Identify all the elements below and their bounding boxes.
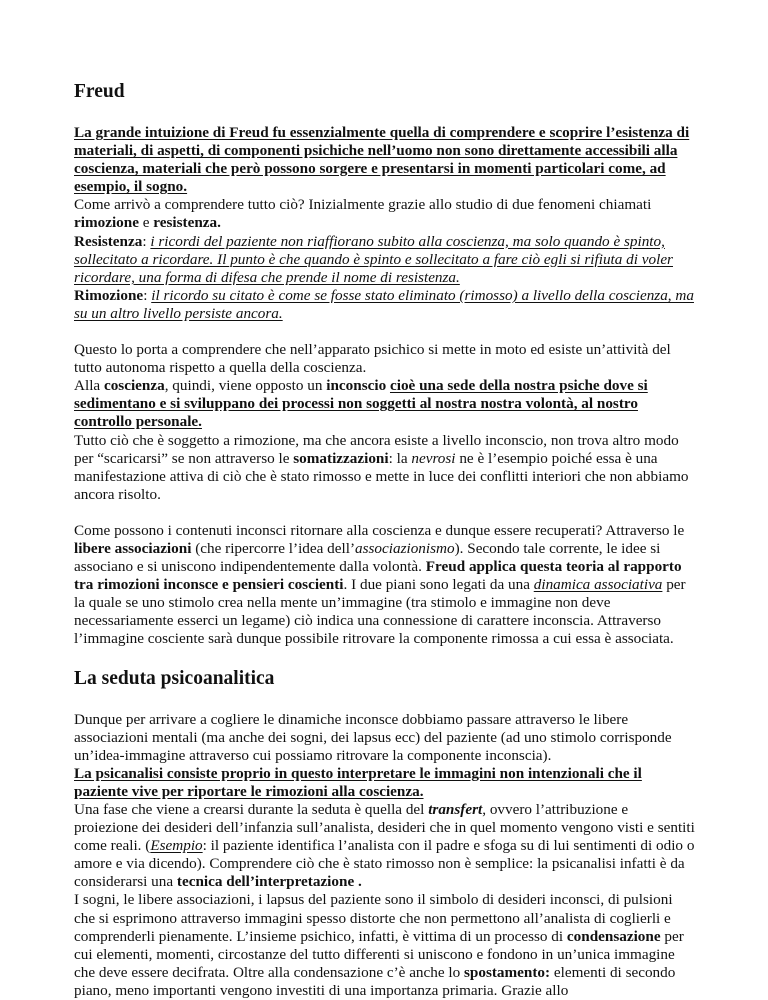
psicanalisi-statement-paragraph — [74, 765, 696, 801]
text: : il paziente identifica l’analista con il padre e sfoga su di lui sentimenti di odio o amore e via dicendo). Comprendere ciò che è stato rimosso non è semplice: la psicanalisi infatti è da considerarsi una — [74, 837, 695, 891]
rimozione-label: Rimozione — [74, 286, 144, 304]
rimozione-text: il ricordo su citato è come se fosse stato eliminato (rimosso) a livello della coscienza, ma su un altro livello persiste ancora. — [74, 286, 694, 322]
term-somatizzazioni: somatizzazioni — [293, 449, 389, 467]
text: , quindi, viene opposto un — [164, 377, 327, 395]
term-associazionismo: associazionismo — [355, 539, 455, 557]
text: Alla — [74, 377, 104, 395]
text: I sogni, le libere associazioni, i lapsus del paziente sono il simbolo di desideri inconsci, di pulsioni che si esprimono attraverso immagini spesso distorte che non permettono all’analista di coglierli e comprenderli pienamente. L’insieme psichico, infatti, è vittima di un processo di — [74, 891, 673, 945]
inconscio-paragraph — [74, 377, 696, 431]
heading-freud: Freud — [74, 81, 125, 102]
text: Come possono i contenuti inconsci ritornare alla coscienza e dunque essere recuperati? Attraverso le — [74, 521, 685, 539]
term-coscienza: coscienza — [103, 377, 165, 395]
term-resistenza: resistenza. — [153, 214, 221, 232]
intro-key-statement: La grande intuizione di Freud fu essenzialmente quella di comprendere e scoprire l’esistenza di materiali, di aspetti, di componenti psichiche nell’uomo non sono direttamente accessibili alla coscienza, materiali che però possono sorgere e presentarsi in momenti particolari come, ad esempio, il sogno. — [74, 124, 690, 196]
question-text: Come arrivò a comprendere tutto ciò? Inizialmente grazie allo studio di due fenomeni chiamati — [74, 196, 652, 214]
autonomous-activity-paragraph: Questo lo porta a comprendere che nell’apparato psichico si mette in moto ed esiste un’attività del tutto autonoma rispetto a quella della coscienza. — [74, 341, 671, 377]
text: ). Secondo tale corrente, le idee si associano e si uniscono indipendentemente dalla volontà. — [74, 539, 661, 576]
inconscio-definition: cioè una sede della nostra psiche dove si sedimentano e si sviluppano dei processi non soggetti al nostra nostra volontà, al nostro controllo personale. — [74, 377, 648, 431]
text: elementi di secondo piano, meno importanti vengono investiti di una importanza primaria. Grazie allo — [74, 963, 676, 999]
term-dinamica-associativa: dinamica associativa — [533, 576, 663, 594]
term-libere-associazioni: libere associazioni — [74, 539, 192, 557]
transfert-paragraph — [74, 801, 696, 891]
psicanalisi-statement: La psicanalisi consiste proprio in questo interpretare le immagini non intenzionali che il paziente vive per riportare le rimozioni alla coscienza. — [74, 764, 642, 800]
dinamiche-inconsce-paragraph: Dunque per arrivare a cogliere le dinamiche inconsce dobbiamo passare attraverso le libere associazioni mentali (ma anche dei sogni, dei lapsus ecc) del paziente (ad uno stimolo corrisponde un’idea-immagine attraverso cui possiamo ritrovare la componente inconscia). — [74, 710, 672, 764]
paragraph-gap — [74, 504, 696, 522]
text: per la quale se uno stimolo crea nella mente un’immagine (tra stimolo e immagine non deve necessariamente esserci un legame) ciò indica una connessione di carattere inconscia. Attraverso l’immagine cosciente sarà dunque possibile ritrovare la componente rimossa a cui essa è associata. — [74, 576, 686, 648]
heading-seduta-psicoanalitica: La seduta psicoanalitica — [74, 667, 275, 689]
term-tecnica-interpretazione: tecnica dell’interpretazione . — [176, 873, 362, 891]
term-condensazione: condensazione — [566, 927, 661, 945]
libere-associazioni-paragraph — [74, 522, 696, 649]
text: Una fase che viene a crearsi durante la seduta è quella del — [74, 801, 429, 818]
text: per cui elementi, momenti, circostanze del tutto differenti si uniscono e fondono in un’unica immagine che deve essere decifrata. Oltre alla condensazione c’è anche lo — [74, 927, 684, 981]
rimozione-definition — [74, 287, 696, 323]
esempio-label: Esempio — [150, 837, 203, 855]
resistenza-definition — [74, 233, 696, 287]
text: Tutto ciò che è soggetto a rimozione, ma che ancora esiste a livello inconscio, non trova altro modo per “scaricarsi” se non attraverso le — [74, 431, 679, 467]
document-page — [74, 80, 696, 1000]
term-inconscio: inconscio — [326, 377, 387, 395]
text: (che ripercorre l’idea dell’ — [191, 539, 356, 557]
term-transfert: transfert — [428, 801, 483, 818]
somatizzazioni-paragraph — [74, 432, 696, 504]
text: ne è l’esempio poiché essa è una manifestazione attiva di ciò che è stato rimosso e mette in luce dei conflitti interiori che non abbiamo ancora risolto. — [74, 449, 689, 503]
term-nevrosi: nevrosi — [411, 449, 456, 467]
term-rimozione: rimozione — [74, 214, 139, 232]
question-paragraph — [74, 196, 696, 232]
condensazione-paragraph — [74, 891, 696, 1000]
text: , ovvero l’attribuzione e proiezione dei desideri dell’infanzia sull’analista, desideri che in quel momento vengono visti e sentiti come reali. ( — [74, 801, 695, 855]
term-spostamento: spostamento: — [464, 963, 551, 981]
text: . I due piani sono legati da una — [343, 576, 534, 594]
colon: : — [143, 286, 152, 304]
paragraph-gap — [74, 323, 696, 341]
resistenza-text: i ricordi del paziente non riaffiorano subito alla coscienza, ma solo quando è spinto, sollecitato a ricordare. Il punto è che quando è spinto e sollecitato a fare ciò egli si rifiuta di voler ricordare, una forma di difesa che prende il nome di resistenza. — [74, 232, 673, 286]
freud-theory-statement: Freud applica questa teoria al rapporto tra rimozioni inconsce e pensieri coscienti — [74, 558, 682, 594]
intro-paragraph — [74, 124, 696, 196]
conjunction: e — [138, 214, 154, 232]
colon: : — [142, 232, 151, 250]
text: : la — [388, 449, 412, 467]
resistenza-label: Resistenza — [74, 232, 143, 250]
